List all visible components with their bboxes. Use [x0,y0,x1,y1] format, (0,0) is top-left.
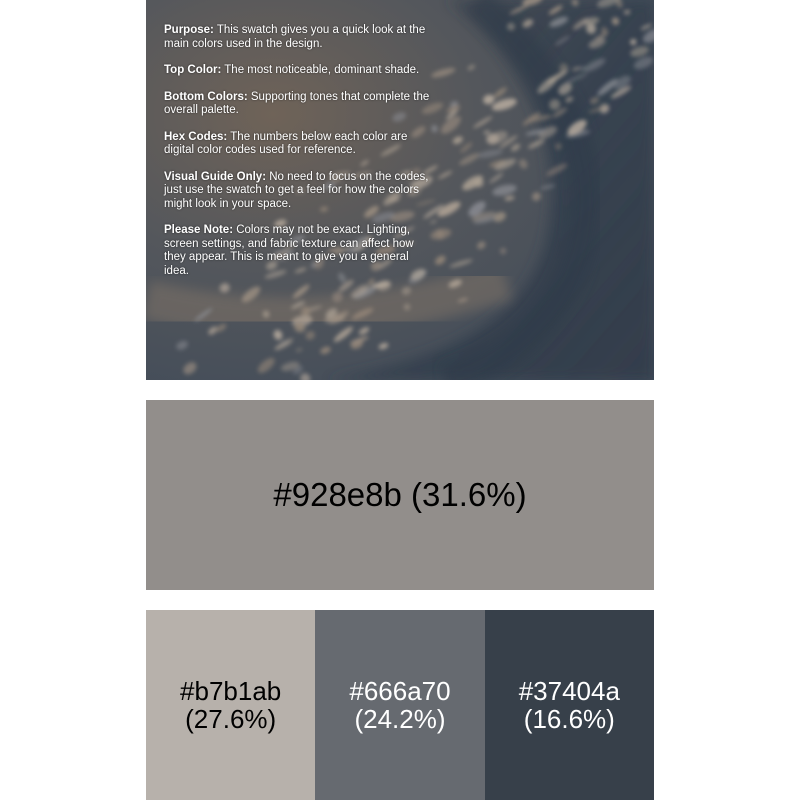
info-paragraph-hex-codes [164,131,434,158]
color-percentage: (24.2%) [354,704,446,734]
info-text: Colors may not be exact. Lighting, screen settings, and fabric texture can affect how they appear. This is meant to give you a general idea. [164,224,414,277]
supporting-colors-row [146,610,654,800]
dominant-color-label: #928e8b (31.6%) [273,476,527,513]
info-text: The numbers below each color are digital color codes used for reference. [164,130,408,156]
color-percentage: (16.6%) [523,704,615,734]
supporting-color-swatch-3 [485,610,654,800]
color-hex-code: #666a70 [349,676,451,706]
info-paragraph-purpose [164,24,434,51]
info-label: Top Color: [164,64,222,76]
swatch-info-text [164,24,434,291]
info-text: No need to focus on the codes, just use the swatch to get a feel for how the colors might look in your space. [164,170,429,210]
info-paragraph-please-note [164,224,434,278]
info-paragraph-bottom-colors [164,91,434,118]
dominant-color-swatch [146,400,654,590]
color-hex-code: #b7b1ab [180,676,282,706]
info-label: Bottom Colors: [164,90,248,103]
supporting-color-swatch-2 [315,610,484,800]
info-paragraph-visual-guide [164,171,434,212]
color-hex-code: #37404a [518,676,620,706]
info-text: Supporting tones that complete the overall palette. [164,90,430,116]
info-paragraph-top-color [164,64,434,78]
info-label: Purpose: [164,24,214,36]
supporting-color-swatch-1 [146,610,315,800]
info-text: The most noticeable, dominant shade. [221,64,420,76]
info-label: Visual Guide Only: [164,170,267,183]
info-text: This swatch gives you a quick look at the main colors used in the design. [164,24,426,50]
fabric-texture-image [146,0,654,380]
color-percentage: (27.6%) [185,704,277,734]
info-label: Hex Codes: [164,130,228,143]
info-label: Please Note: [164,224,234,236]
